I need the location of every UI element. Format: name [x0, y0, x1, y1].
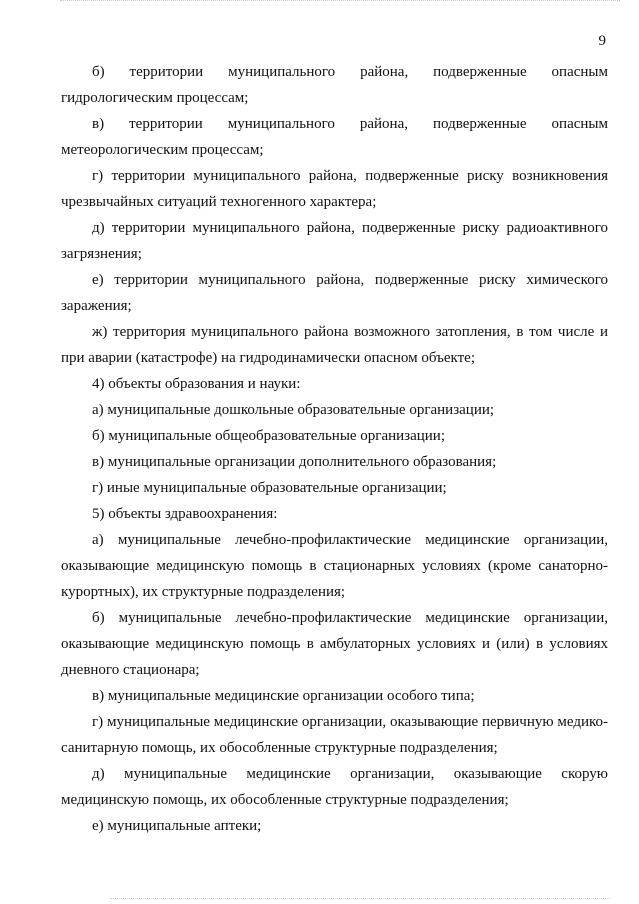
paragraph-v-meteorological: в) территории муниципального района, подверженные опасным метеорологическим процессам;	[61, 116, 608, 158]
paragraph-b-general-education: б) муниципальные общеобразовательные организации;	[92, 428, 446, 444]
scan-top-edge	[60, 0, 620, 3]
paragraph-g-other-education: г) иные муниципальные образовательные организации;	[92, 480, 447, 496]
paragraph-g-primary-care: г) муниципальные медицинские организации, оказывающие первичную медико-санитарную помощь, их обособленные структурные подразделения;	[61, 714, 608, 756]
paragraph-b-outpatient: б) муниципальные лечебно-профилактические медицинские организации, оказывающие медицинскую помощь в амбулаторных условиях и (или) в условиях дневного стационара;	[61, 610, 608, 678]
paragraph-a-preschool: а) муниципальные дошкольные образовательные организации;	[92, 402, 495, 418]
paragraph-e-chemical: е) территории муниципального района, подверженные риску химического заражения;	[61, 272, 608, 314]
paragraph-d-emergency-care: д) муниципальные медицинские организации, оказывающие скорую медицинскую помощь, их обособленные структурные подразделения;	[61, 766, 608, 808]
paragraph-4-education-heading: 4) объекты образования и науки:	[92, 376, 301, 392]
paragraph-b-hydrological: б) территории муниципального района, подверженные опасным гидрологическим процессам;	[61, 64, 608, 106]
paragraph-e-pharmacies: е) муниципальные аптеки;	[92, 818, 262, 834]
paragraph-zh-flooding: ж) территория муниципального района возможного затопления, в том числе и при аварии (катастрофе) на гидродинамически опасном объекте;	[61, 324, 608, 366]
paragraph-5-healthcare-heading: 5) объекты здравоохранения:	[92, 506, 278, 522]
page-number: 9	[598, 33, 606, 49]
paragraph-v-special-type: в) муниципальные медицинские организации особого типа;	[92, 688, 475, 704]
scan-bottom-edge	[110, 898, 610, 901]
paragraph-d-radioactive: д) территории муниципального района, подверженные риску радиоактивного загрязнения;	[61, 220, 608, 262]
paragraph-v-additional-education: в) муниципальные организации дополнительного образования;	[92, 454, 497, 470]
document-body	[61, 59, 608, 839]
paragraph-g-technogenic: г) территории муниципального района, подверженные риску возникновения чрезвычайных ситуаций техногенного характера;	[61, 168, 608, 210]
paragraph-a-inpatient: а) муниципальные лечебно-профилактические медицинские организации, оказывающие медицинскую помощь в стационарных условиях (кроме санаторно-курортных), их структурные подразделения;	[61, 532, 608, 600]
